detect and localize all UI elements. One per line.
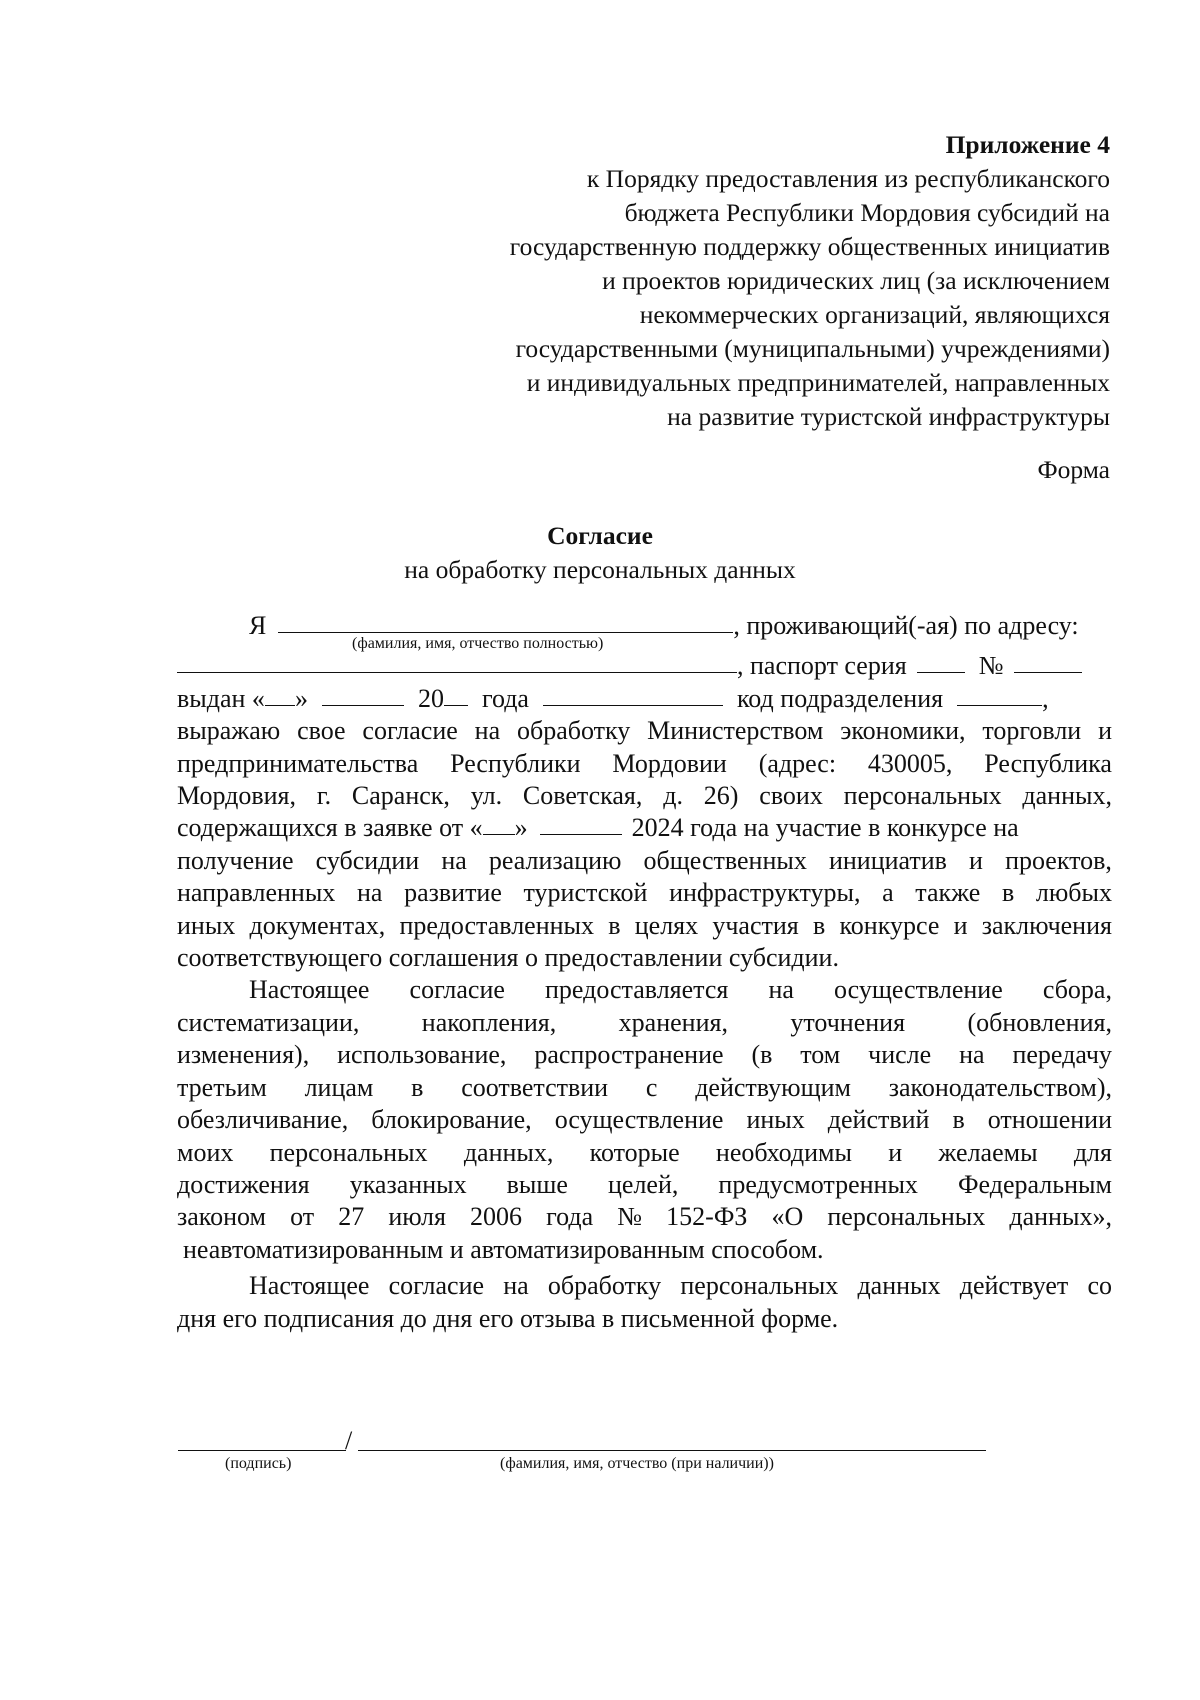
application-day-blank[interactable] xyxy=(483,812,515,835)
p1-line: получение субсидии на реализацию общественных инициатив и проектов, xyxy=(177,845,1112,875)
p2-line: изменения), использование, распространение (в том числе на передачу xyxy=(177,1040,1112,1070)
issued-label: выдан « xyxy=(177,683,265,713)
issued-line xyxy=(177,683,1112,715)
p1-line: Мордовия, г. Саранск, ул. Советская, д. 26) своих персональных данных, xyxy=(177,781,1112,811)
p2-line: третьим лицам в соответствии с действующим законодательством), xyxy=(177,1072,1112,1102)
ya-label: Я xyxy=(249,611,267,640)
fio-blank[interactable] xyxy=(278,610,733,633)
address-blank[interactable] xyxy=(177,650,737,673)
passport-number-blank[interactable] xyxy=(1014,650,1082,673)
p1-line: предпринимательства Республики Мордовии (адрес: 430005, Республика xyxy=(177,748,1112,778)
p2-line: обезличивание, блокирование, осуществление иных действий в отношении xyxy=(177,1105,1112,1135)
year-prefix: 20 xyxy=(417,683,444,713)
p1-line: выражаю свое согласие на обработку Министерством экономики, торговли и xyxy=(177,716,1112,746)
appendix-header xyxy=(510,128,1110,434)
application-month-blank[interactable] xyxy=(540,812,622,835)
p1-line: направленных на развитие туристской инфраструктуры, а также в любых xyxy=(177,878,1112,908)
document-title: Согласие xyxy=(547,521,653,550)
residing-label: , проживающий(-ая) по адресу: xyxy=(733,611,1079,640)
form-label: Форма xyxy=(1037,455,1110,484)
passport-series-label: , паспорт серия xyxy=(737,651,907,681)
p2-line: Настоящее согласие предоставляется на осуществление сбора, xyxy=(249,975,1112,1005)
signature-blank[interactable] xyxy=(178,1450,346,1451)
comma: , xyxy=(1042,683,1049,713)
document-subtitle: на обработку персональных данных xyxy=(404,555,796,584)
p1-line: иных документах, предоставленных в целях участия в конкурсе и заключения xyxy=(177,910,1112,940)
appendix-line: на развитие туристской инфраструктуры xyxy=(667,402,1110,431)
issuer-blank[interactable] xyxy=(543,683,723,706)
appendix-line: и проектов юридических лиц (за исключением xyxy=(602,266,1110,295)
appendix-line: и индивидуальных предпринимателей, направленных xyxy=(526,368,1110,397)
fio-caption: (фамилия, имя, отчество полностью) xyxy=(352,635,604,653)
division-code-label: код подразделения xyxy=(736,683,944,713)
p2-line: систематизации, накопления, хранения, уточнения (обновления, xyxy=(177,1007,1112,1037)
p2-line: достижения указанных выше целей, предусмотренных Федеральным xyxy=(177,1169,1112,1199)
quote-close: » xyxy=(514,813,528,843)
appendix-line: к Порядку предоставления из республиканского xyxy=(586,164,1110,193)
appendix-line: государственную поддержку общественных инициатив xyxy=(509,232,1110,261)
issue-year-blank[interactable] xyxy=(444,683,468,706)
appendix-line: бюджета Республики Мордовия субсидий на xyxy=(624,198,1110,227)
address-passport-line xyxy=(177,650,1112,682)
division-code-blank[interactable] xyxy=(957,683,1042,706)
p2-line: законом от 27 июля 2006 года № 152-ФЗ «О персональных данных», xyxy=(177,1202,1112,1232)
p2-line: неавтоматизированным и автоматизированным способом. xyxy=(183,1234,824,1264)
quote-close: » xyxy=(294,683,308,713)
signer-name-blank[interactable] xyxy=(358,1450,986,1451)
p3-line: дня его подписания до дня его отзыва в письменной форме. xyxy=(177,1303,839,1333)
consent-body xyxy=(177,610,1112,1335)
passport-series-blank[interactable] xyxy=(917,650,965,673)
appendix-line: государственными (муниципальными) учреждениями) xyxy=(515,334,1110,363)
number-sign: № xyxy=(978,651,1004,681)
signature-slash: / xyxy=(345,1426,353,1455)
p3-line: Настоящее согласие на обработку персональных данных действует со xyxy=(249,1271,1112,1301)
year-word: года xyxy=(481,683,529,713)
application-label: содержащихся в заявке от « xyxy=(177,813,483,843)
application-year-text: 2024 года на участие в конкурсе на xyxy=(631,813,1019,843)
application-date-line xyxy=(177,812,1112,844)
p1-line: соответствующего соглашения о предоставлении субсидии. xyxy=(177,943,839,973)
issue-month-blank[interactable] xyxy=(322,683,404,706)
p2-line: моих персональных данных, которые необходимы и желаемы для xyxy=(177,1137,1112,1167)
issue-day-blank[interactable] xyxy=(265,683,295,706)
signer-name-caption: (фамилия, имя, отчество (при наличии)) xyxy=(500,1455,774,1472)
appendix-title: Приложение 4 xyxy=(945,130,1110,159)
signature-caption: (подпись) xyxy=(225,1455,292,1472)
appendix-line: некоммерческих организаций, являющихся xyxy=(639,300,1110,329)
